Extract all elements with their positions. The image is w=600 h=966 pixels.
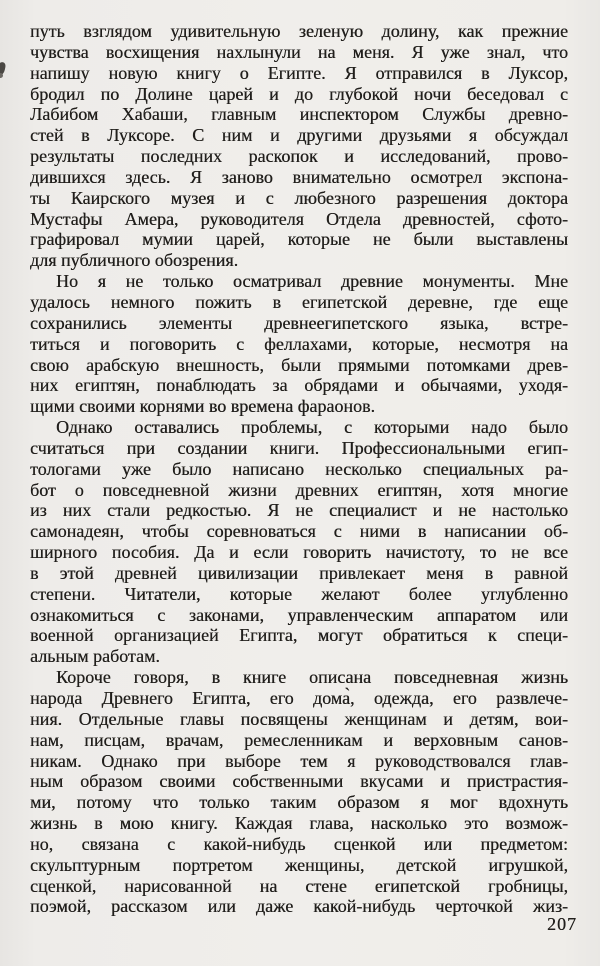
text-line: самонадеян, чтобы соревноваться с ними в написании об-: [30, 521, 568, 542]
text-line: чувства восхищения нахлынули на меня. Я уже знал, что: [30, 41, 568, 62]
text-line: удалось немного пожить в египетской деревне, где еще: [30, 291, 568, 312]
body-text: [30, 21, 568, 917]
text-line: сценкой, нарисованной на стене египетской гробницы,: [30, 875, 568, 896]
text-line: жизнь в мою книгу. Каждая глава, насколько это возмож-: [30, 813, 568, 834]
text-line: скульптурным портретом женщины, детской игрушкой,: [30, 854, 568, 875]
text-line: военной организацией Египта, могут обратиться к специ-: [30, 625, 568, 646]
text-line: титься и поговорить с феллахами, которые, несмотря на: [30, 333, 568, 354]
text-line: ширного пособия. Да и если говорить начистоту, то не все: [30, 542, 568, 563]
text-line: Однако оставались проблемы, с которыми надо было: [56, 417, 568, 438]
text-line: бот о повседневной жизни древних египтян, хотя многие: [30, 479, 568, 500]
text-line: сохранились элементы древнеегипетского языка, встре-: [30, 312, 568, 333]
text-line: стей в Луксоре. С ним и другими друзьями я обсуждал: [30, 125, 568, 146]
text-line: них египтян, понаблюдать за обрядами и обычаями, уходя-: [30, 375, 568, 396]
text-line: свою арабскую внешность, были прямыми потомками древ-: [30, 354, 568, 375]
text-line: степени. Читатели, которые желают более углубленно: [30, 583, 568, 604]
text-line: народа Древнего Египта, его дома̀, одежда, его развлече-: [30, 688, 568, 708]
text-line: ния. Отдельные главы посвящены женщинам и детям, вои-: [30, 708, 568, 729]
text-line: щими своими корнями во времена фараонов.: [30, 396, 375, 417]
page-number: 207: [547, 914, 577, 934]
text-line: Лабибом Хабаши, главным инспектором Службы древно-: [30, 104, 568, 125]
text-line: считаться при создании книги. Профессиональными егип-: [30, 437, 568, 458]
text-line: Короче говоря, в книге описана повседневная жизнь: [56, 667, 568, 688]
text-line: напишу новую книгу о Египте. Я отправился в Луксор,: [30, 62, 568, 83]
text-line: графировал мумии царей, которые не были выставлены: [30, 229, 568, 250]
text-line: путь взглядом удивительную зеленую долину, как прежние: [30, 21, 568, 41]
scan-artifact: [0, 73, 3, 78]
text-line: тологами уже было написано несколько специальных ра-: [30, 458, 568, 479]
text-line: из них стали редкостью. Я не специалист и не настолько: [30, 500, 568, 521]
text-line: Мустафы Амера, руководителя Отдела древностей, сфото-: [30, 208, 568, 229]
text-line: для публичного обозрения.: [30, 250, 239, 271]
text-line: ным образом своими собственными вкусами и пристрастия-: [30, 771, 568, 792]
text-line: результаты последних раскопок и исследований, прово-: [30, 146, 568, 167]
text-line: в этой древней цивилизации привлекает меня в равной: [30, 562, 568, 583]
text-line: дившихся здесь. Я заново внимательно осмотрел экспона-: [30, 166, 568, 187]
text-line: никам. Однако при выборе тем я руководствовался глав-: [30, 750, 568, 771]
text-line: ми, потому что только таким образом я мог вдохнуть: [30, 792, 568, 813]
text-line: но, связана с какой-нибудь сценкой или предметом:: [30, 833, 568, 854]
text-line: бродил по Долине царей и до глубокой ночи беседовал с: [30, 83, 568, 104]
text-line: нам, писцам, врачам, ремесленникам и верховным санов-: [30, 729, 568, 750]
text-line: альным работам.: [30, 646, 160, 667]
text-line: Но я не только осматривал древние монументы. Мне: [56, 271, 568, 292]
text-line: ты Каирского музея и с любезного разрешения доктора: [30, 187, 568, 208]
text-line: поэмой, рассказом или даже какой-нибудь черточкой жиз-: [30, 896, 568, 917]
text-line: ознакомиться с законами, управленческим аппаратом или: [30, 604, 568, 625]
